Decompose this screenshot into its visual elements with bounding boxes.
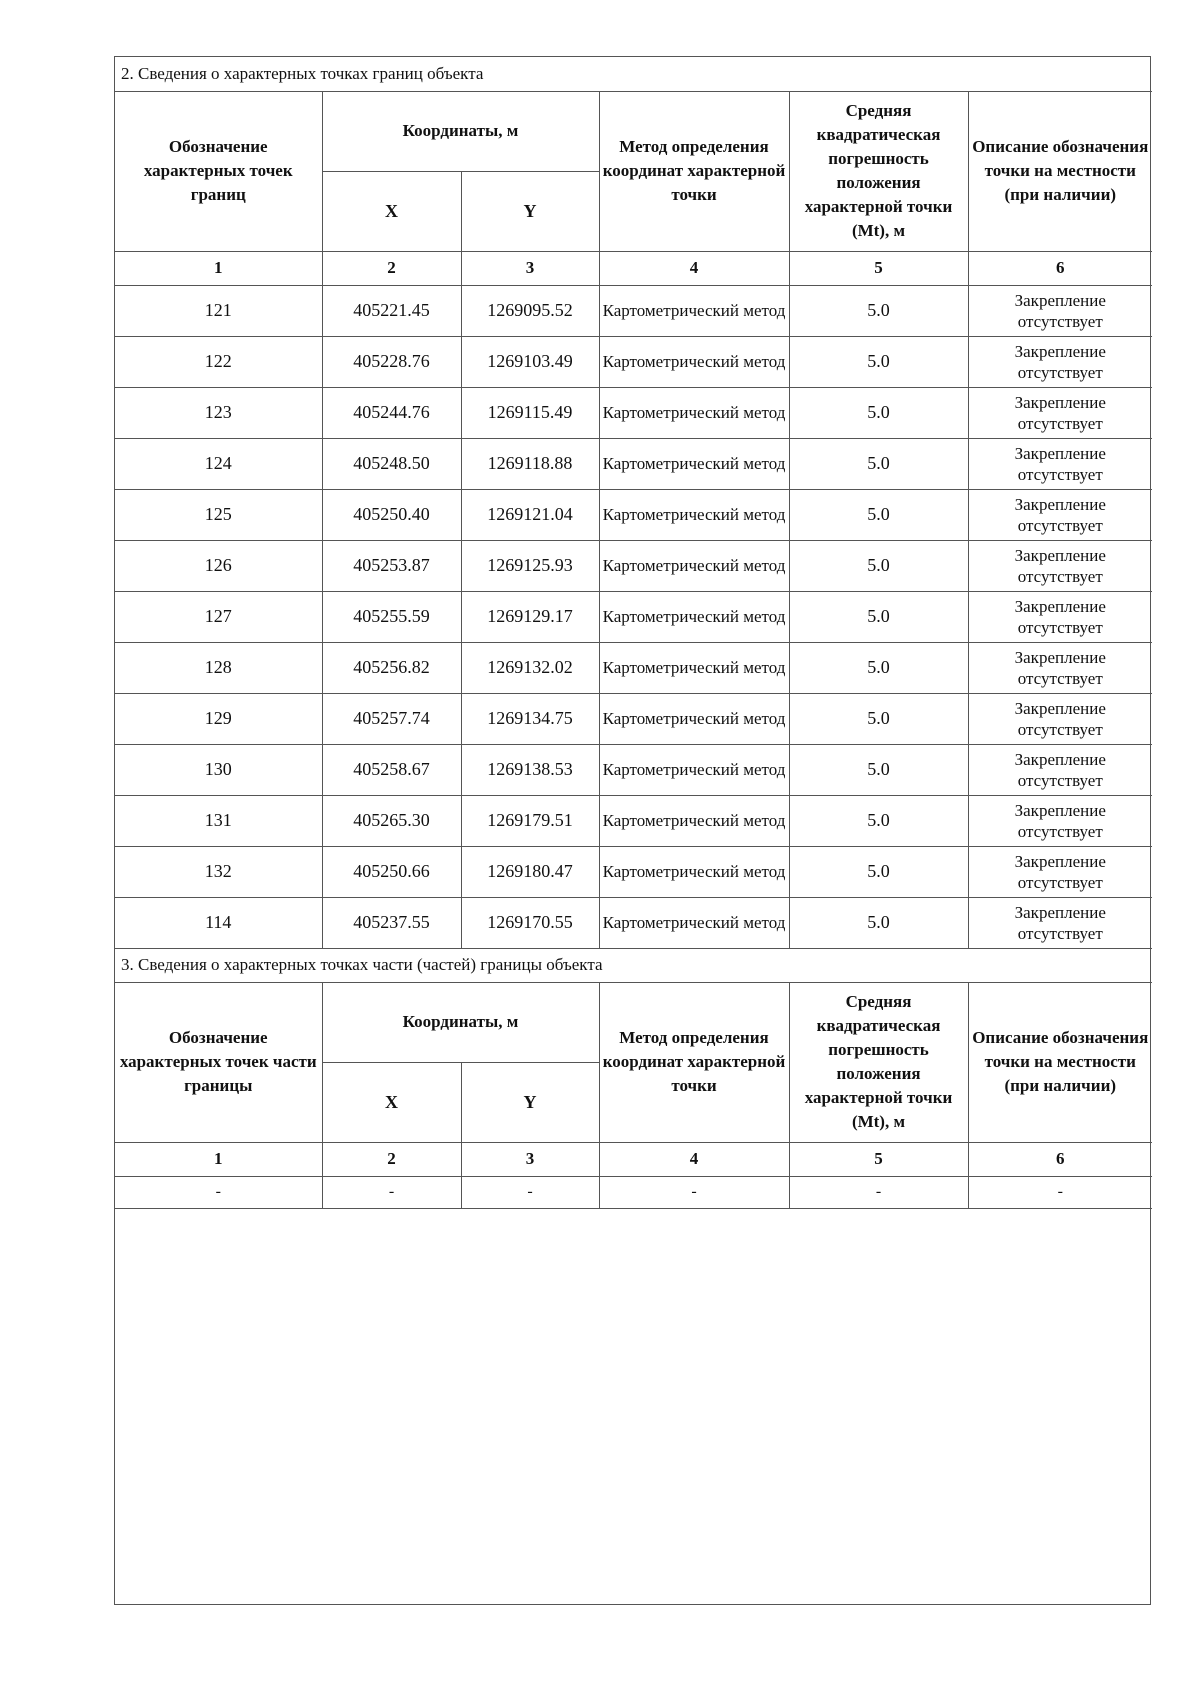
- coord-x: 405258.67: [322, 744, 461, 795]
- description: Закрепление отсутствует: [968, 438, 1152, 489]
- description: Закрепление отсутствует: [968, 744, 1152, 795]
- mean-error: 5.0: [789, 336, 968, 387]
- point-id: 122: [115, 336, 322, 387]
- table-row: [115, 642, 1152, 693]
- table-row: [115, 795, 1152, 846]
- mean-error: 5.0: [789, 540, 968, 591]
- method: Картометрический метод: [599, 438, 789, 489]
- coord-x: 405248.50: [322, 438, 461, 489]
- table-row: [115, 744, 1152, 795]
- description: Закрепление отсутствует: [968, 897, 1152, 948]
- coord-x: 405237.55: [322, 897, 461, 948]
- mean-error: 5.0: [789, 744, 968, 795]
- method: Картометрический метод: [599, 744, 789, 795]
- column-number: 1: [115, 251, 322, 285]
- coord-x: 405250.66: [322, 846, 461, 897]
- column-number: 2: [322, 251, 461, 285]
- mean-error: 5.0: [789, 795, 968, 846]
- coord-y: 1269170.55: [461, 897, 599, 948]
- coord-x: 405265.30: [322, 795, 461, 846]
- column-number: 6: [968, 251, 1152, 285]
- column-number: 4: [599, 1142, 789, 1176]
- header-part-point-designation: Обозначение характерных точек части границы: [115, 982, 322, 1142]
- column-number: 3: [461, 1142, 599, 1176]
- coord-y: 1269180.47: [461, 846, 599, 897]
- header-y: Y: [461, 171, 599, 251]
- header-coordinates: Координаты, м: [322, 982, 599, 1062]
- coord-y: 1269138.53: [461, 744, 599, 795]
- header-x: X: [322, 1062, 461, 1142]
- header-coordinates: Координаты, м: [322, 91, 599, 171]
- point-id: 132: [115, 846, 322, 897]
- description: Закрепление отсутствует: [968, 540, 1152, 591]
- description: Закрепление отсутствует: [968, 387, 1152, 438]
- point-id: 128: [115, 642, 322, 693]
- column-number-row: [115, 1142, 1152, 1176]
- method: Картометрический метод: [599, 285, 789, 336]
- coord-y: 1269134.75: [461, 693, 599, 744]
- mean-error: 5.0: [789, 591, 968, 642]
- point-id: -: [115, 1176, 322, 1208]
- coord-y: -: [461, 1176, 599, 1208]
- coord-y: 1269132.02: [461, 642, 599, 693]
- header-mean-error: Средняя квадратическая погрешность положения характерной точки (Mt), м: [789, 982, 968, 1142]
- column-number: 1: [115, 1142, 322, 1176]
- table-row: [115, 846, 1152, 897]
- point-id: 124: [115, 438, 322, 489]
- mean-error: 5.0: [789, 438, 968, 489]
- description: Закрепление отсутствует: [968, 846, 1152, 897]
- header-y: Y: [461, 1062, 599, 1142]
- description: Закрепление отсутствует: [968, 693, 1152, 744]
- coord-x: 405255.59: [322, 591, 461, 642]
- point-id: 121: [115, 285, 322, 336]
- description: Закрепление отсутствует: [968, 336, 1152, 387]
- coord-x: 405257.74: [322, 693, 461, 744]
- column-number: 6: [968, 1142, 1152, 1176]
- description: Закрепление отсутствует: [968, 489, 1152, 540]
- table-row: [115, 285, 1152, 336]
- coord-y: 1269118.88: [461, 438, 599, 489]
- mean-error: -: [789, 1176, 968, 1208]
- method: Картометрический метод: [599, 540, 789, 591]
- mean-error: 5.0: [789, 642, 968, 693]
- method: Картометрический метод: [599, 642, 789, 693]
- coord-x: 405221.45: [322, 285, 461, 336]
- mean-error: 5.0: [789, 846, 968, 897]
- mean-error: 5.0: [789, 897, 968, 948]
- point-id: 125: [115, 489, 322, 540]
- section-3-title: 3. Сведения о характерных точках части (частей) границы объекта: [115, 948, 1152, 982]
- table-row: [115, 591, 1152, 642]
- point-id: 131: [115, 795, 322, 846]
- method: Картометрический метод: [599, 846, 789, 897]
- point-id: 123: [115, 387, 322, 438]
- mean-error: 5.0: [789, 387, 968, 438]
- point-id: 130: [115, 744, 322, 795]
- header-x: X: [322, 171, 461, 251]
- table-row: [115, 438, 1152, 489]
- method: -: [599, 1176, 789, 1208]
- coord-y: 1269103.49: [461, 336, 599, 387]
- method: Картометрический метод: [599, 489, 789, 540]
- point-id: 126: [115, 540, 322, 591]
- column-number: 3: [461, 251, 599, 285]
- column-number: 5: [789, 251, 968, 285]
- method: Картометрический метод: [599, 387, 789, 438]
- header-mean-error: Средняя квадратическая погрешность положения характерной точки (Mt), м: [789, 91, 968, 251]
- column-number: 5: [789, 1142, 968, 1176]
- method: Картометрический метод: [599, 795, 789, 846]
- column-number: 4: [599, 251, 789, 285]
- coord-y: 1269125.93: [461, 540, 599, 591]
- header-description: Описание обозначения точки на местности (при наличии): [968, 91, 1152, 251]
- document-frame: [114, 56, 1151, 1605]
- point-id: 127: [115, 591, 322, 642]
- point-id: 114: [115, 897, 322, 948]
- header-method: Метод определения координат характерной точки: [599, 91, 789, 251]
- blank-area: [115, 1209, 1150, 1595]
- coord-x: 405250.40: [322, 489, 461, 540]
- method: Картометрический метод: [599, 336, 789, 387]
- table-row: [115, 387, 1152, 438]
- method: Картометрический метод: [599, 897, 789, 948]
- table-row: [115, 897, 1152, 948]
- description: Закрепление отсутствует: [968, 642, 1152, 693]
- description: Закрепление отсутствует: [968, 591, 1152, 642]
- coord-y: 1269121.04: [461, 489, 599, 540]
- table-row: [115, 1176, 1152, 1208]
- mean-error: 5.0: [789, 285, 968, 336]
- coord-x: 405244.76: [322, 387, 461, 438]
- mean-error: 5.0: [789, 693, 968, 744]
- coord-y: 1269129.17: [461, 591, 599, 642]
- point-id: 129: [115, 693, 322, 744]
- header-point-designation: Обозначение характерных точек границ: [115, 91, 322, 251]
- mean-error: 5.0: [789, 489, 968, 540]
- column-number: 2: [322, 1142, 461, 1176]
- description: Закрепление отсутствует: [968, 795, 1152, 846]
- header-description: Описание обозначения точки на местности (при наличии): [968, 982, 1152, 1142]
- column-number-row: [115, 251, 1152, 285]
- table-row: [115, 540, 1152, 591]
- section-2-title: 2. Сведения о характерных точках границ объекта: [115, 57, 1152, 91]
- coord-x: -: [322, 1176, 461, 1208]
- header-method: Метод определения координат характерной точки: [599, 982, 789, 1142]
- table-row: [115, 693, 1152, 744]
- coord-y: 1269179.51: [461, 795, 599, 846]
- method: Картометрический метод: [599, 591, 789, 642]
- description: -: [968, 1176, 1152, 1208]
- description: Закрепление отсутствует: [968, 285, 1152, 336]
- table-row: [115, 489, 1152, 540]
- coord-x: 405228.76: [322, 336, 461, 387]
- coord-x: 405256.82: [322, 642, 461, 693]
- coord-y: 1269095.52: [461, 285, 599, 336]
- boundary-points-table: [115, 57, 1152, 1209]
- method: Картометрический метод: [599, 693, 789, 744]
- coord-x: 405253.87: [322, 540, 461, 591]
- table-row: [115, 336, 1152, 387]
- coord-y: 1269115.49: [461, 387, 599, 438]
